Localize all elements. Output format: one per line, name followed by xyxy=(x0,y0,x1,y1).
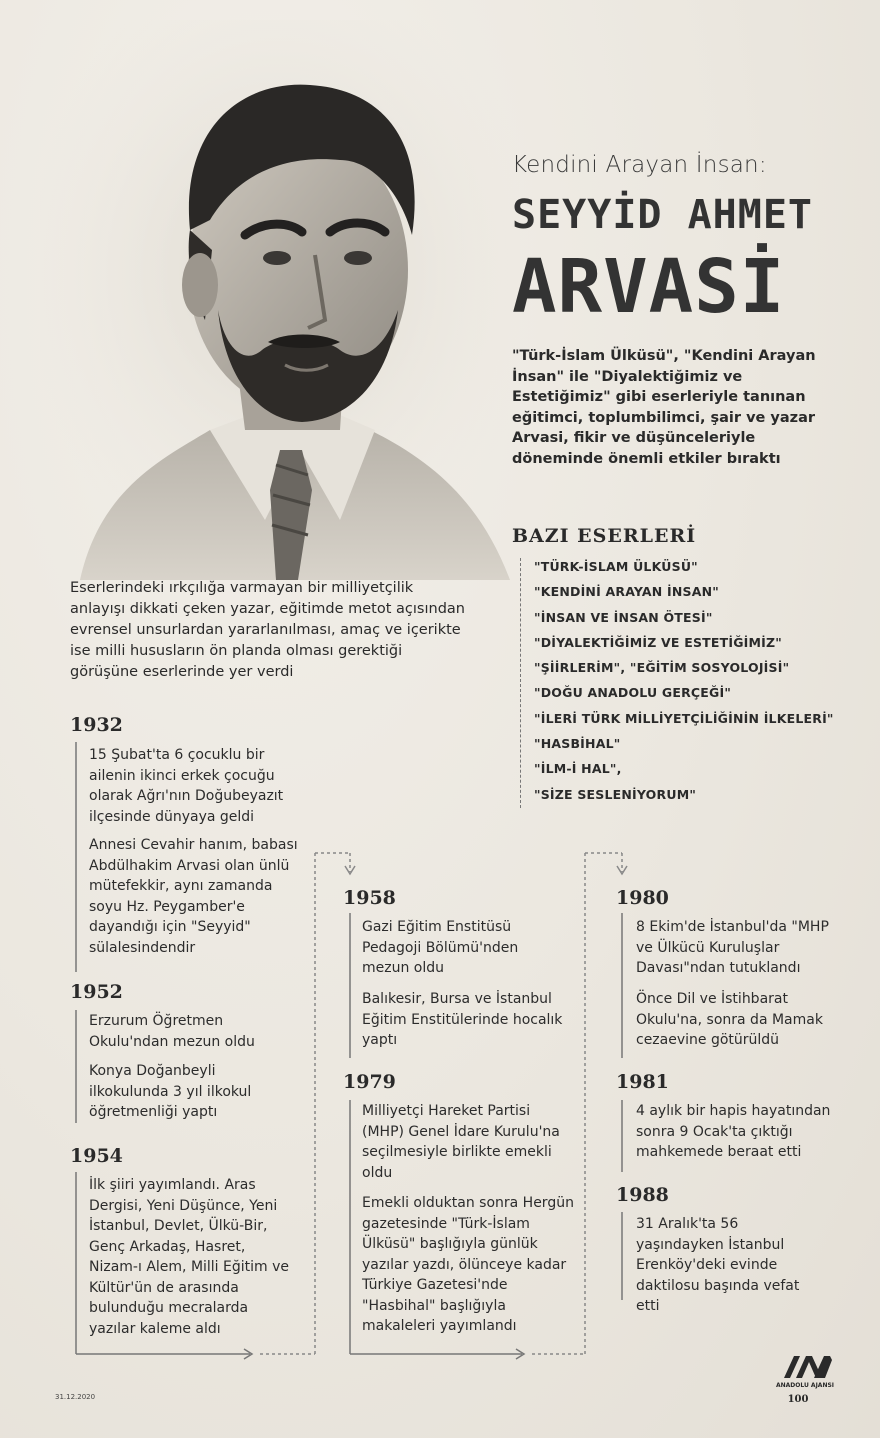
entry-1979-p1: Milliyetçi Hareket Partisi (MHP) Genel İdare Kurulu'na seçilmesiyle birlikte emekli oldu xyxy=(362,1103,560,1181)
lead-paragraph: Eserlerindeki ırkçılığa varmayan bir milliyetçilik anlayışı dikkati çeken yazar, eğitimde metot açısından evrensel unsurlardan yararlanılması, amaç ve içerikte ise milli hususların ön planda olması gerektiği görüşüne eserlerinde yer verdi xyxy=(70,580,465,680)
intro-paragraph: "Türk-İslam Ülküsü", "Kendini Arayan İnsan" ile "Diyalektiğimiz ve Estetiğimiz" gibi eserleriyle tanınan eğitimci, toplumbilimci, şair ve yazar Arvasi, fikir ve düşünceleriyle döneminde önemli etkiler bıraktı xyxy=(512,348,816,467)
entry-1981-p1: 4 aylık bir hapis hayatından sonra 9 Ocak'ta çıktığı mahkemede beraat etti xyxy=(636,1103,831,1160)
entry-1979-p2: Emekli olduktan sonra Hergün gazetesinde "Türk-İslam Ülküsü" başlığıyla günlük yazılar yazdı, ölünceye kadar Türkiye Gazetesi'nde "Hasbihal" başlığıyla makaleleri yayımlandı xyxy=(362,1195,574,1334)
work-item: "İLM-İ HAL", xyxy=(534,761,622,777)
year-1952: 1952 xyxy=(70,981,123,1003)
work-item: "TÜRK-İSLAM ÜLKÜSÜ" xyxy=(534,559,698,574)
entry-1988-p1: 31 Aralık'ta 56 yaşındayken İstanbul Erenköy'deki evinde daktilosu başında vefat etti xyxy=(636,1216,800,1314)
work-item: "İLERİ TÜRK MİLLİYETÇİLİĞİNİN İLKELERİ" xyxy=(534,710,834,726)
year-1988: 1988 xyxy=(616,1184,669,1206)
year-1979: 1979 xyxy=(343,1071,396,1093)
title-name-line1: SEYYİD AHMET xyxy=(512,192,813,238)
title-name-line2: ARVASİ xyxy=(512,244,786,330)
entry-1932-p2: Annesi Cevahir hanım, babası Abdülhakim Arvasi olan ünlü mütefekkir, aynı zamanda soyu Hz. Peygamber'e dayandığı için "Seyyid" sülalesindendir xyxy=(89,837,298,956)
work-item: "DİYALEKTİĞİMİZ VE ESTETİĞİMİZ" xyxy=(534,634,782,650)
year-1958: 1958 xyxy=(343,887,396,909)
year-1932: 1932 xyxy=(70,714,123,736)
entry-1952-p2: Konya Doğanbeyli ilkokulunda 3 yıl ilkokul öğretmenliği yaptı xyxy=(89,1063,252,1120)
work-item: "SİZE SESLENİYORUM" xyxy=(534,786,697,802)
work-item: "ŞİİRLERİM", "EĞİTİM SOSYOLOJİSİ" xyxy=(534,660,790,676)
entry-1954-p1: İlk şiiri yayımlandı. Aras Dergisi, Yeni Düşünce, Yeni İstanbul, Devlet, Ülkü-Bir, Genç Arkadaş, Hasret, Nizam-ı Alem, Milli Eğitim ve Kültür'ün de arasında bulunduğu mecralarda yazılar kaleme aldı xyxy=(89,1177,290,1337)
entry-1958-p2: Balıkesir, Bursa ve İstanbul Eğitim Enstitülerinde hocalık yaptı xyxy=(362,991,563,1048)
work-item: "DOĞU ANADOLU GERÇEĞİ" xyxy=(534,685,732,701)
publish-date: 31.12.2020 xyxy=(55,1393,96,1401)
work-item: "İNSAN VE İNSAN ÖTESİ" xyxy=(534,609,713,625)
anniversary-badge: 100 xyxy=(787,1394,809,1405)
year-1954: 1954 xyxy=(70,1145,123,1167)
page-subtitle: Kendini Arayan İnsan: xyxy=(512,152,767,178)
work-item: "HASBİHAL" xyxy=(534,736,621,752)
anadolu-agency-logo xyxy=(770,1352,840,1412)
entry-1980-p2: Önce Dil ve İstihbarat Okulu'na, sonra da Mamak cezaevine götürüldü xyxy=(636,991,823,1048)
year-1980: 1980 xyxy=(616,887,669,909)
entry-1980-p1: 8 Ekim'de İstanbul'da "MHP ve Ülkücü Kuruluşlar Davası"ndan tutuklandı xyxy=(636,919,829,976)
logo-text: ANADOLU AJANSI xyxy=(775,1382,835,1389)
year-1981: 1981 xyxy=(616,1071,669,1093)
entry-1958-p1: Gazi Eğitim Enstitüsü Pedagoji Bölümü'nden mezun oldu xyxy=(362,919,519,976)
works-title: BAZI ESERLERİ xyxy=(512,525,697,547)
entry-1932-p1: 15 Şubat'ta 6 çocuklu bir ailenin ikinci erkek çocuğu olarak Ağrı'nın Doğubeyazıt ilçesinde dünyaya geldi xyxy=(89,747,284,825)
work-item: "KENDİNİ ARAYAN İNSAN" xyxy=(534,584,719,600)
entry-1952-p1: Erzurum Öğretmen Okulu'ndan mezun oldu xyxy=(89,1013,255,1050)
